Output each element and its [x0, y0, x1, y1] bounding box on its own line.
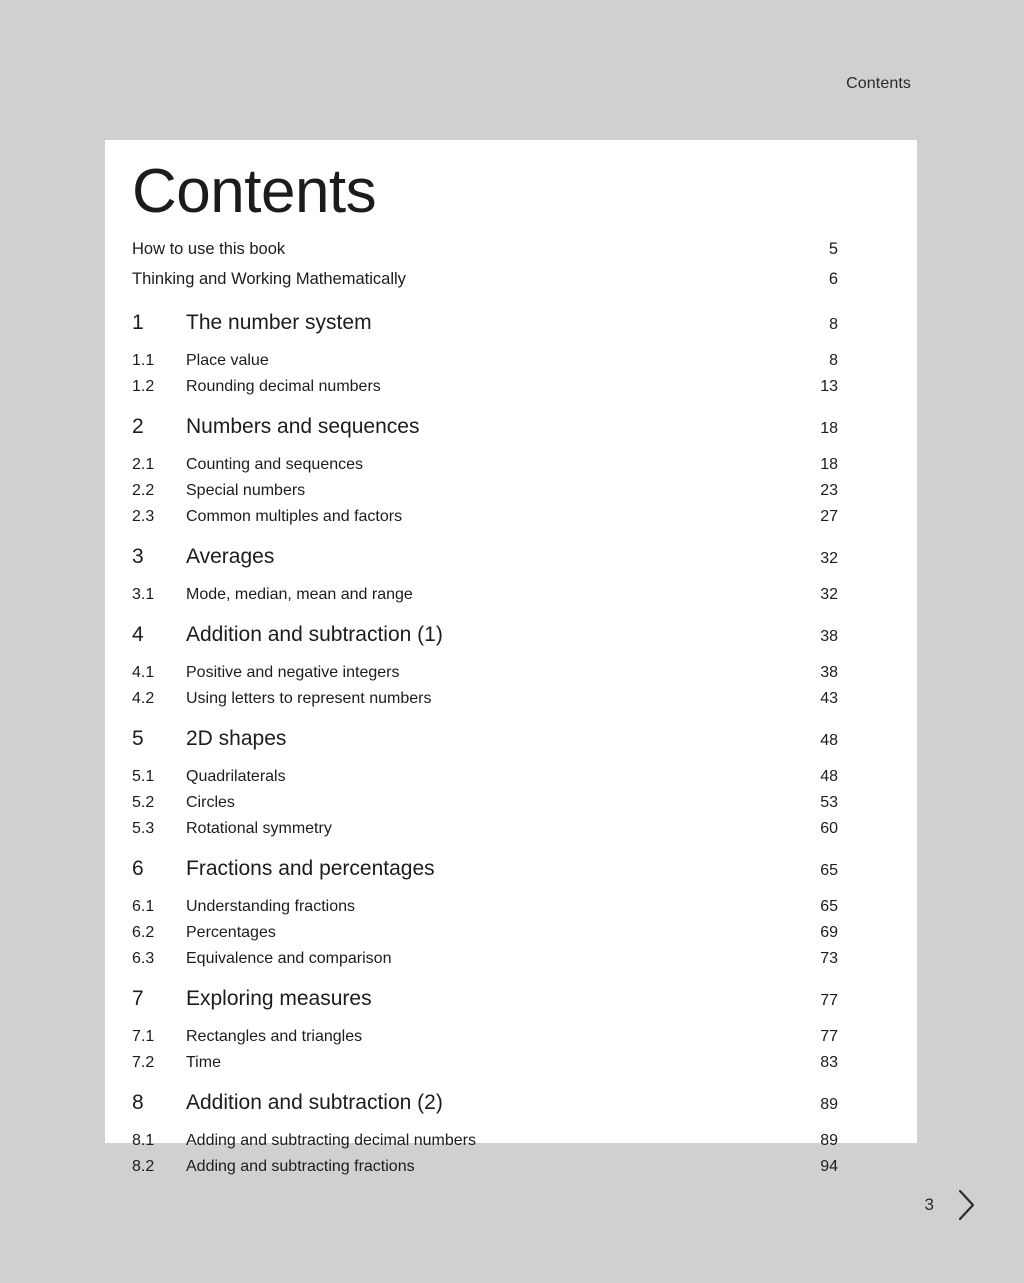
toc-entry-number: 1.2	[132, 378, 155, 396]
toc-entry-number: 1	[132, 311, 144, 335]
toc-entry-page: 73	[820, 950, 838, 968]
toc-entry-number: 1.1	[132, 352, 155, 370]
toc-section-row[interactable]	[132, 352, 838, 378]
viewer-footer	[0, 1143, 1024, 1283]
toc-entry-label: Adding and subtracting decimal numbers	[186, 1132, 476, 1150]
toc-entry-page: 38	[820, 664, 838, 682]
toc-entry-number: 6.2	[132, 924, 155, 942]
toc-entry-number: 6.1	[132, 898, 155, 916]
toc-entry-label: Mode, median, mean and range	[186, 586, 413, 604]
toc-entry-page: 13	[820, 378, 838, 396]
toc-entry-number: 2.2	[132, 482, 155, 500]
toc-entry-number: 2	[132, 415, 144, 439]
toc-entry-number: 7.1	[132, 1028, 155, 1046]
toc-entry-number: 8.2	[132, 1158, 155, 1176]
toc-chapter-row[interactable]	[132, 415, 838, 456]
toc-entry-number: 5.1	[132, 768, 155, 786]
toc-entry-page: 43	[820, 690, 838, 708]
chevron-right-icon	[956, 1188, 978, 1222]
toc-entry-page: 18	[820, 456, 838, 474]
toc-entry-page: 65	[820, 862, 838, 880]
toc-section-row[interactable]	[132, 950, 838, 976]
toc-entry-label: Thinking and Working Mathematically	[132, 270, 406, 289]
toc-entry-number: 5	[132, 727, 144, 751]
toc-entry-label: Positive and negative integers	[186, 664, 400, 682]
toc-section-row[interactable]	[132, 898, 838, 924]
toc-entry-label: Equivalence and comparison	[186, 950, 392, 968]
toc-section-row[interactable]	[132, 378, 838, 404]
toc-entry-page: 94	[820, 1158, 838, 1176]
toc-chapter-row[interactable]	[132, 1091, 838, 1132]
toc-entry-number: 5.2	[132, 794, 155, 812]
toc-entry-label: How to use this book	[132, 240, 286, 259]
toc-entry-label: Exploring measures	[186, 987, 372, 1011]
toc-entry-label: Understanding fractions	[186, 898, 355, 916]
toc-entry-page: 89	[820, 1096, 838, 1114]
toc-section-row[interactable]	[132, 664, 838, 690]
toc-section-row[interactable]	[132, 508, 838, 534]
viewer-header	[0, 0, 1024, 140]
toc-entry-label: Averages	[186, 545, 275, 569]
toc-entry-number: 4.1	[132, 664, 155, 682]
toc-entry-number: 8.1	[132, 1132, 155, 1150]
toc-entry-number: 6	[132, 857, 144, 881]
toc-entry-page: 32	[820, 586, 838, 604]
toc-entry-label: Rectangles and triangles	[186, 1028, 363, 1046]
toc-section-row[interactable]	[132, 768, 838, 794]
toc-entry-page: 69	[820, 924, 838, 942]
toc-section-row[interactable]	[132, 1054, 838, 1080]
toc-entry-page: 8	[829, 316, 838, 334]
toc-entry-number: 2.3	[132, 508, 155, 526]
toc-entry-number: 7	[132, 987, 144, 1011]
toc-entry-number: 4.2	[132, 690, 155, 708]
toc-entry-number: 5.3	[132, 820, 155, 838]
page-content	[132, 158, 890, 1184]
toc-entry-page: 6	[828, 270, 838, 289]
toc-entry-label: Rounding decimal numbers	[186, 378, 381, 396]
toc-entry-label: 2D shapes	[186, 727, 287, 751]
toc-section-row[interactable]	[132, 456, 838, 482]
toc-entry-number: 8	[132, 1091, 144, 1115]
toc-entry-page: 32	[820, 550, 838, 568]
toc-entry-page: 5	[828, 240, 838, 259]
toc-entry-page: 38	[820, 628, 838, 646]
toc-entry-page: 48	[820, 768, 838, 786]
toc-entry-page: 27	[820, 508, 838, 526]
toc-entry-label: Counting and sequences	[186, 456, 364, 474]
toc-section-row[interactable]	[132, 820, 838, 846]
toc-entry-number: 6.3	[132, 950, 155, 968]
toc-entry-label: Special numbers	[186, 482, 306, 500]
toc-entry-label: Circles	[186, 794, 235, 812]
toc-front-matter-row[interactable]	[132, 240, 838, 270]
toc-entry-page: 60	[820, 820, 838, 838]
toc-entry-label: Addition and subtraction (1)	[186, 623, 443, 647]
toc-section-row[interactable]	[132, 794, 838, 820]
toc-entry-label: Percentages	[186, 924, 276, 942]
toc-entry-page: 48	[820, 732, 838, 750]
toc-entry-page: 77	[820, 1028, 838, 1046]
toc-section-row[interactable]	[132, 482, 838, 508]
toc-entry-label: Quadrilaterals	[186, 768, 286, 786]
toc-section-row[interactable]	[132, 690, 838, 716]
toc-entry-page: 77	[820, 992, 838, 1010]
next-page-button[interactable]	[950, 1185, 984, 1225]
toc-section-row[interactable]	[132, 586, 838, 612]
toc-entry-page: 53	[820, 794, 838, 812]
document-page	[105, 140, 917, 1176]
toc-section-row[interactable]	[132, 1028, 838, 1054]
toc-entry-page: 89	[820, 1132, 838, 1150]
toc-entry-number: 4	[132, 623, 144, 647]
toc-entry-page: 23	[820, 482, 838, 500]
toc-chapter-row[interactable]	[132, 545, 838, 586]
toc-entry-number: 3	[132, 545, 144, 569]
toc-entry-label: Numbers and sequences	[186, 415, 420, 439]
toc-entry-label: Using letters to represent numbers	[186, 690, 432, 708]
toc-entry-label: Common multiples and factors	[186, 508, 403, 526]
toc-entry-label: Rotational symmetry	[186, 820, 332, 838]
toc-chapter-row[interactable]	[132, 857, 838, 898]
table-of-contents	[132, 240, 838, 1184]
toc-chapter-row[interactable]	[132, 623, 838, 664]
toc-entry-number: 2.1	[132, 456, 155, 474]
toc-section-row[interactable]	[132, 924, 838, 950]
toc-entry-page: 18	[820, 420, 838, 438]
page-title: Contents	[132, 157, 377, 226]
toc-chapter-row[interactable]	[132, 727, 838, 768]
toc-front-matter-row[interactable]	[132, 270, 838, 300]
toc-entry-label: Fractions and percentages	[186, 857, 435, 881]
toc-entry-label: Time	[186, 1054, 221, 1072]
toc-chapter-row[interactable]	[132, 311, 838, 352]
toc-entry-label: Addition and subtraction (2)	[186, 1091, 443, 1115]
toc-chapter-row[interactable]	[132, 987, 838, 1028]
toc-entry-page: 8	[829, 352, 838, 370]
page-number-indicator: 3	[924, 1195, 934, 1214]
toc-entry-number: 3.1	[132, 586, 155, 604]
toc-entry-label: The number system	[186, 311, 372, 335]
viewer-header-title: Contents	[846, 75, 911, 92]
toc-entry-page: 83	[820, 1054, 838, 1072]
toc-entry-label: Adding and subtracting fractions	[186, 1158, 415, 1176]
toc-entry-number: 7.2	[132, 1054, 155, 1072]
toc-entry-page: 65	[820, 898, 838, 916]
toc-entry-label: Place value	[186, 352, 269, 370]
